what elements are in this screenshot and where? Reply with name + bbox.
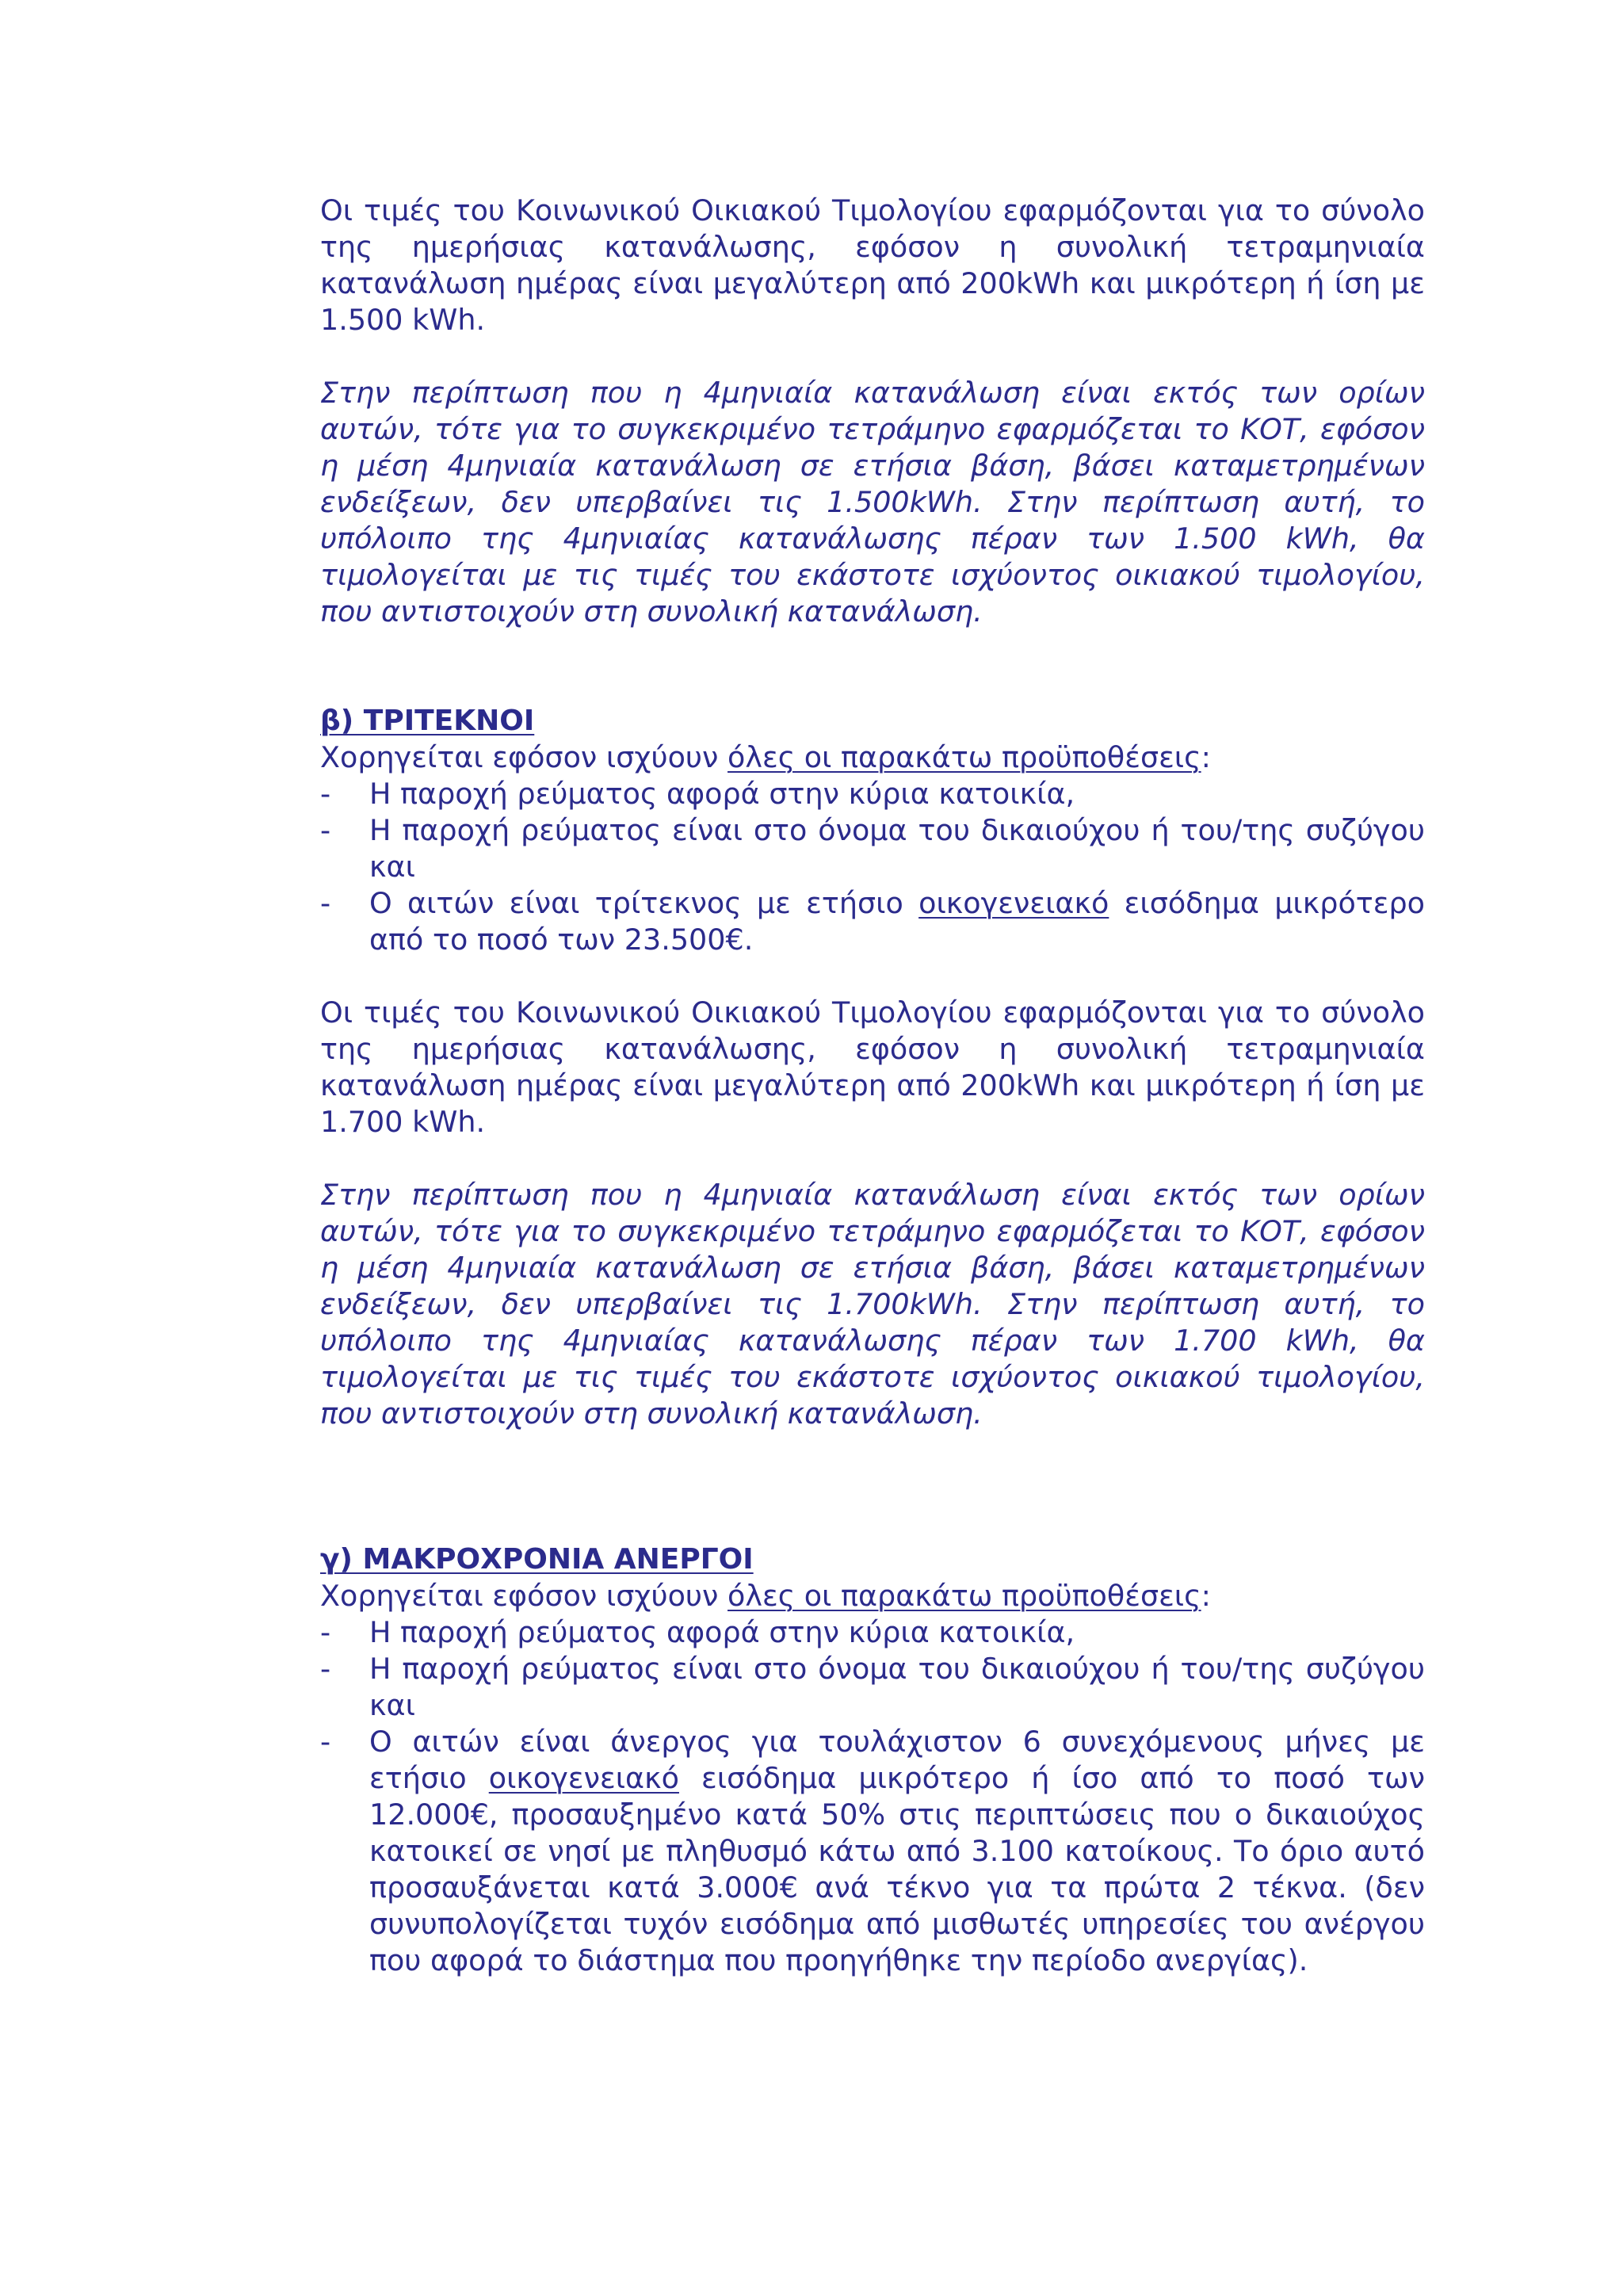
tariff-exception-paragraph-a: Στην περίπτωση που η 4μηνιαία κατανάλωση είναι εκτός των ορίων αυτών, τότε για το συγκεκριμένο τετράμηνο εφαρμόζεται το ΚΟΤ, εφόσον η μέση 4μηνιαία κατανάλωση σε ετήσια βάση, βάσει καταμετρημένων ενδείξεων, δεν υπερβαίνει τις 1.500kWh. Στην περίπτωση αυτή, το υπόλοιπο της 4μηνιαίας κατανάλωσης πέραν των 1.500 kWh, θα τιμολογείται με τις τιμές του εκάστοτε ισχύοντος οικιακού τιμολογίου, που αντιστοιχούν στη συνολική κατανάλωση. xyxy=(320,376,1425,628)
requirement-text: Η παροχή ρεύματος αφορά στην κύρια κατοικία, xyxy=(369,1615,1075,1649)
list-item xyxy=(320,1614,1425,1651)
intro-underlined-text: όλες οι παρακάτω προϋποθέσεις xyxy=(727,740,1201,774)
list-dash: - xyxy=(320,777,331,811)
requirement-text: Η παροχή ρεύματος αφορά στην κύρια κατοικία, xyxy=(369,777,1075,811)
eligibility-intro-b xyxy=(320,739,1425,776)
requirement-text-suffix: εισόδημα μικρότερο ή ίσο από το ποσό των 12.000€, προσαυξημένο κατά 50% στις περιπτώσεις που ο δικαιούχος κατοικεί σε νησί με πληθυσμό κάτω από 3.100 κατοίκους. Το όριο αυτό προσαυξάνεται κατά 3.000€ ανά τέκνο για τα πρώτα 2 τέκνα. (δεν συνυπολογίζεται τυχόν εισόδημα από μισθωτές υπηρεσίες του ανέργου που αφορά το διάστημα που προηγήθηκε την περίοδο ανεργίας). xyxy=(369,1761,1425,1977)
intro-underlined-text: όλες οι παρακάτω προϋποθέσεις xyxy=(727,1579,1201,1613)
spacer xyxy=(320,958,1425,995)
spacer xyxy=(320,630,1425,703)
intro-prefix: Χορηγείται εφόσον ισχύουν xyxy=(320,740,728,774)
list-item xyxy=(320,812,1425,885)
requirements-list-c xyxy=(320,1614,1425,1979)
requirement-text: Η παροχή ρεύματος είναι στο όνομα του δικαιούχου ή του/της συζύγου και xyxy=(369,1652,1425,1722)
spacer xyxy=(320,1140,1425,1177)
intro-suffix: : xyxy=(1201,740,1211,774)
list-dash: - xyxy=(320,813,331,847)
spacer xyxy=(320,1432,1425,1541)
list-item xyxy=(320,776,1425,812)
list-item xyxy=(320,885,1425,958)
section-heading-triteknoi: β) ΤΡΙΤΕΚΝΟΙ xyxy=(320,705,535,737)
requirements-list-b xyxy=(320,776,1425,958)
section-heading-long-term-unemployed: γ) ΜΑΚΡΟΧΡΟΝΙΑ ΑΝΕΡΓΟΙ xyxy=(320,1543,754,1576)
requirement-text-prefix: Ο αιτών είναι τρίτεκνος με ετήσιο xyxy=(369,886,919,920)
eligibility-intro-c xyxy=(320,1578,1425,1614)
requirement-text: Η παροχή ρεύματος είναι στο όνομα του δικαιούχου ή του/της συζύγου και xyxy=(369,813,1425,884)
list-item xyxy=(320,1724,1425,1979)
tariff-exception-paragraph-b: Στην περίπτωση που η 4μηνιαία κατανάλωση είναι εκτός των ορίων αυτών, τότε για το συγκεκριμένο τετράμηνο εφαρμόζεται το ΚΟΤ, εφόσον η μέση 4μηνιαία κατανάλωση σε ετήσια βάση, βάσει καταμετρημένων ενδείξεων, δεν υπερβαίνει τις 1.700kWh. Στην περίπτωση αυτή, το υπόλοιπο της 4μηνιαίας κατανάλωσης πέραν των 1.700 kWh, θα τιμολογείται με τις τιμές του εκάστοτε ισχύοντος οικιακού τιμολογίου, που αντιστοιχούν στη συνολική κατανάλωση. xyxy=(320,1178,1425,1431)
document-body xyxy=(320,193,1425,1979)
requirement-underlined-text: οικογενειακό xyxy=(488,1761,679,1795)
requirement-text-suffix: εισόδημα μικρότερο από το ποσό των 23.500€. xyxy=(369,886,1425,957)
tariff-rule-paragraph-b: Οι τιμές του Κοινωνικού Οικιακού Τιμολογίου εφαρμόζονται για το σύνολο της ημερήσιας κατανάλωσης, εφόσον η συνολική τετραμηνιαία κατανάλωση ημέρας είναι μεγαλύτερη από 200kWh και μικρότερη ή ίση με 1.700 kWh. xyxy=(320,995,1425,1139)
list-item xyxy=(320,1651,1425,1724)
list-dash: - xyxy=(320,1615,331,1649)
tariff-rule-paragraph-a: Οι τιμές του Κοινωνικού Οικιακού Τιμολογίου εφαρμόζονται για το σύνολο της ημερήσιας κατανάλωσης, εφόσον η συνολική τετραμηνιαία κατανάλωση ημέρας είναι μεγαλύτερη από 200kWh και μικρότερη ή ίση με 1.500 kWh. xyxy=(320,193,1425,337)
list-dash: - xyxy=(320,886,331,920)
list-dash: - xyxy=(320,1725,331,1759)
requirement-text-prefix: Ο αιτών είναι άνεργος για τουλάχιστον 6 συνεχόμενους μήνες με ετήσιο xyxy=(369,1725,1425,1795)
requirement-underlined-text: οικογενειακό xyxy=(918,886,1109,920)
list-dash: - xyxy=(320,1652,331,1686)
intro-suffix: : xyxy=(1201,1579,1211,1613)
intro-prefix: Χορηγείται εφόσον ισχύουν xyxy=(320,1579,728,1613)
spacer xyxy=(320,338,1425,375)
